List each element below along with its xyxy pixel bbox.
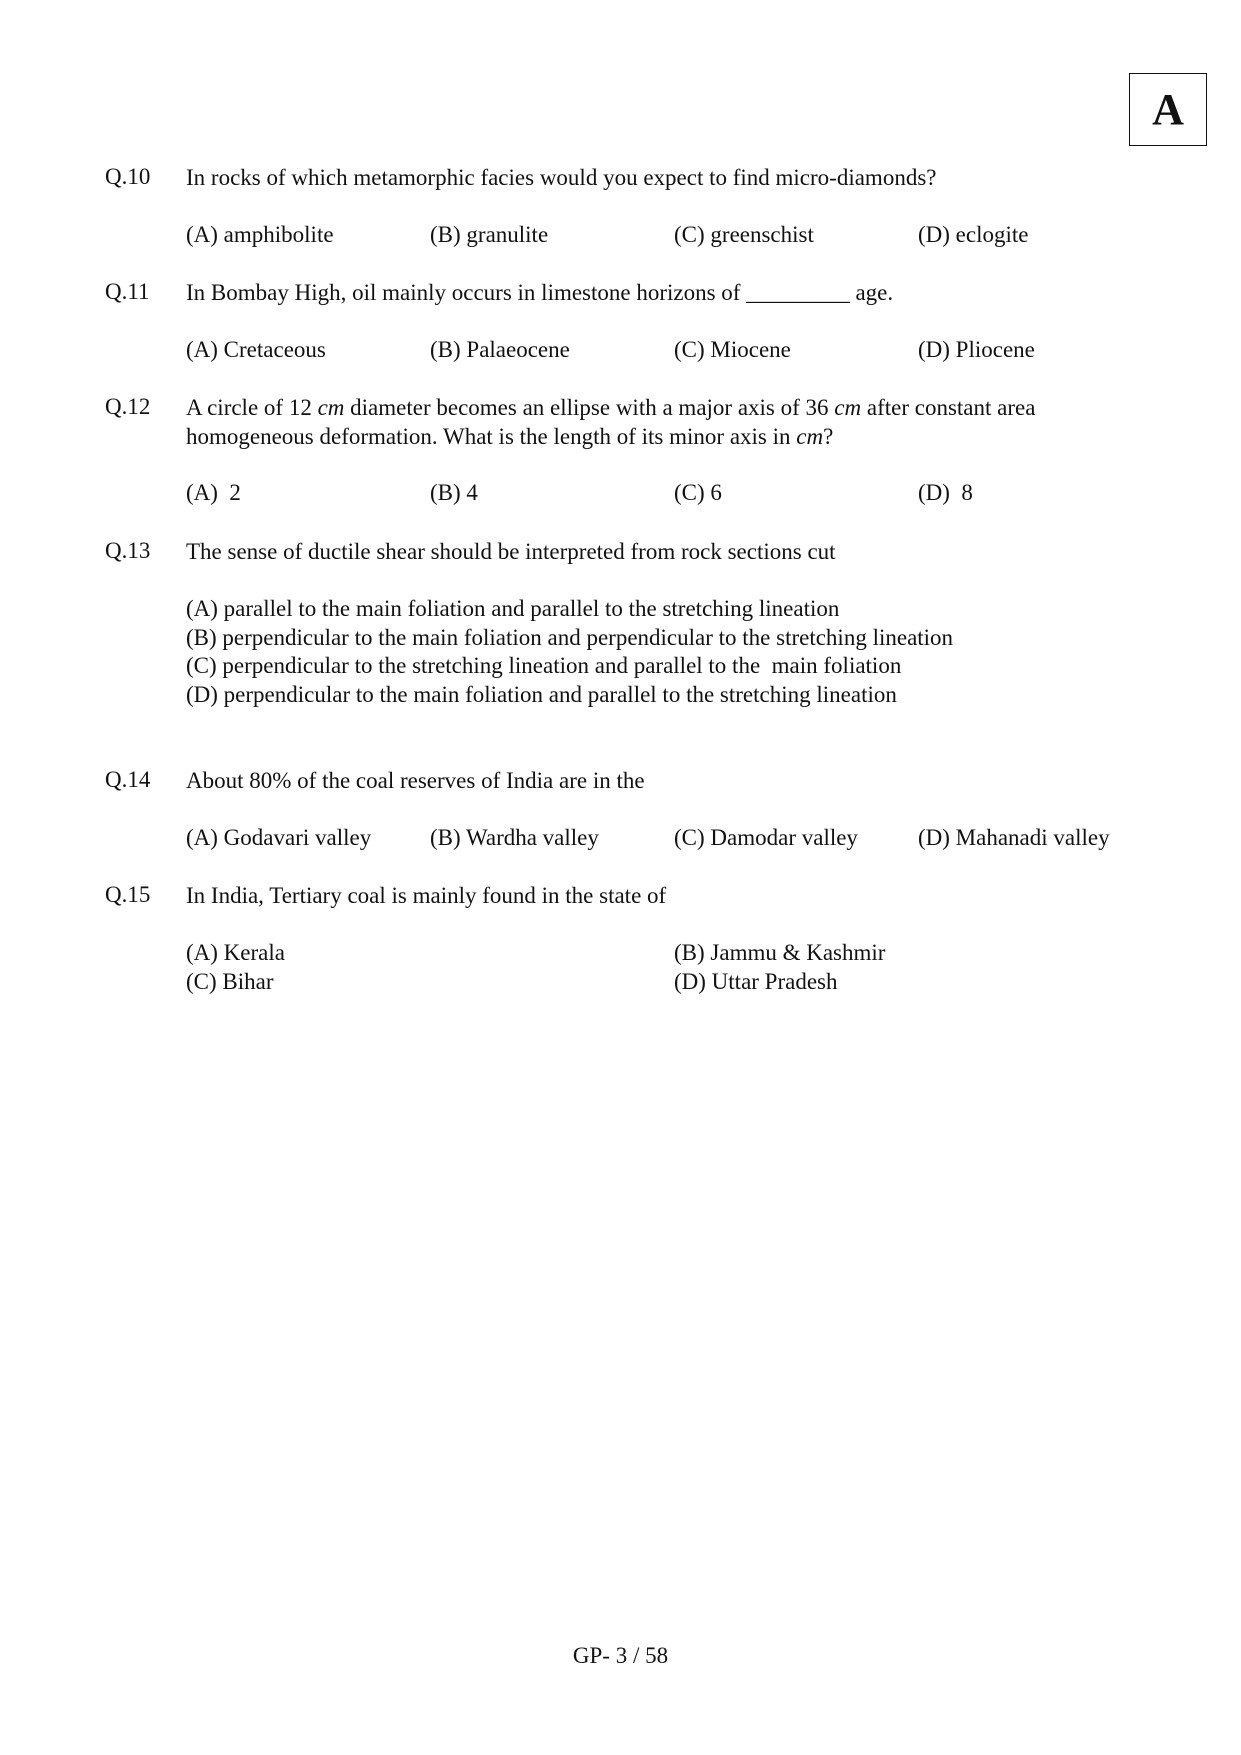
option-a: (A) 2: [186, 480, 241, 505]
option-b: (B) Jammu & Kashmir: [674, 940, 886, 965]
option-b: (B) granulite: [430, 222, 549, 247]
option-c: (C) 6: [674, 480, 722, 505]
option-c: (C) greenschist: [674, 222, 814, 247]
page-number-footer: GP- 3 / 58: [572, 1643, 669, 1668]
question-stem: In rocks of which metamorphic facies would you expect to find micro-diamonds?: [186, 165, 937, 190]
option-c: (C) Bihar: [186, 969, 274, 994]
option-b: (B) 4: [430, 480, 478, 505]
option-d: (D) Pliocene: [918, 337, 1035, 362]
option-a: (A) amphibolite: [186, 222, 334, 247]
question-stem: In India, Tertiary coal is mainly found in the state of: [186, 883, 667, 908]
question-stem: The sense of ductile shear should be interpreted from rock sections cut: [186, 539, 836, 564]
option-d: (D) perpendicular to the main foliation and parallel to the stretching lineation: [186, 682, 897, 708]
option-b: (B) perpendicular to the main foliation and perpendicular to the stretching lineation: [186, 624, 954, 650]
question-set-code: A: [1129, 73, 1207, 146]
option-d: (D) Mahanadi valley: [918, 825, 1110, 850]
option-d: (D) eclogite: [918, 222, 1029, 247]
option-a: (A) parallel to the main foliation and parallel to the stretching lineation: [186, 596, 840, 621]
option-c: (C) Damodar valley: [674, 825, 858, 850]
option-b: (B) Palaeocene: [430, 337, 570, 362]
question-number: Q.12: [105, 394, 151, 419]
question-stem: A circle of 12 cm diameter becomes an ellipse with a major axis of 36 cm after constant area homogeneous deformation. What is the length of its minor axis in cm?: [186, 395, 1036, 449]
question-number: Q.13: [105, 538, 151, 563]
option-a: (A) Cretaceous: [186, 337, 326, 362]
option-b: (B) Wardha valley: [430, 825, 599, 850]
option-c: (C) Miocene: [674, 337, 791, 362]
question-number: Q.11: [105, 279, 150, 304]
question-stem: In Bombay High, oil mainly occurs in limestone horizons of _________ age.: [186, 280, 894, 305]
option-c: (C) perpendicular to the stretching lineation and parallel to the main foliation: [186, 653, 902, 679]
question-stem: About 80% of the coal reserves of India are in the: [186, 768, 645, 793]
question-number: Q.10: [105, 164, 151, 189]
question-number: Q.15: [105, 882, 151, 907]
question-number: Q.14: [105, 767, 151, 792]
option-a: (A) Kerala: [186, 940, 285, 965]
option-d: (D) Uttar Pradesh: [674, 969, 838, 994]
option-a: (A) Godavari valley: [186, 825, 372, 850]
option-d: (D) 8: [918, 480, 973, 505]
